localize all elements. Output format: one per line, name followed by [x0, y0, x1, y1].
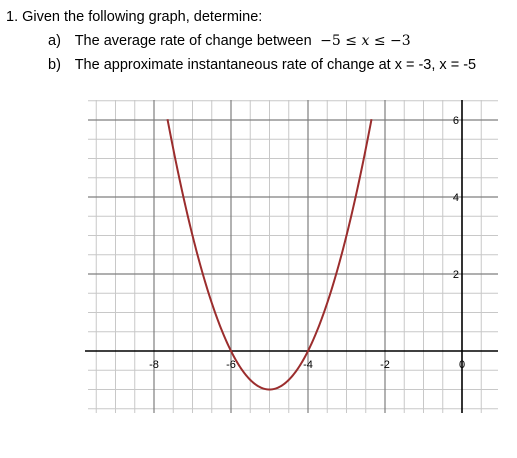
- y-tick-label: 4: [452, 192, 459, 204]
- x-tick-label: 0: [458, 359, 466, 371]
- part-a-inequality: −5 ≤ x ≤ −3: [320, 33, 411, 49]
- tick-labels: [149, 115, 465, 371]
- x-tick-label: -8: [149, 359, 159, 371]
- part-b-text: The approximate instantaneous rate of change at x = -3, x = -5: [74, 57, 477, 73]
- part-b-label: b): [48, 57, 61, 73]
- question-title: 1. Given the following graph, determine:: [6, 9, 263, 25]
- x-tick-label: -6: [226, 359, 236, 371]
- y-tick-label: 6: [452, 115, 459, 127]
- x-tick-label: -4: [303, 359, 313, 371]
- y-tick-label: 2: [452, 269, 459, 281]
- x-tick-label: -2: [380, 359, 390, 371]
- axes: [85, 100, 498, 413]
- part-a-label: a): [48, 33, 61, 49]
- part-a-text: The average rate of change between: [74, 33, 312, 49]
